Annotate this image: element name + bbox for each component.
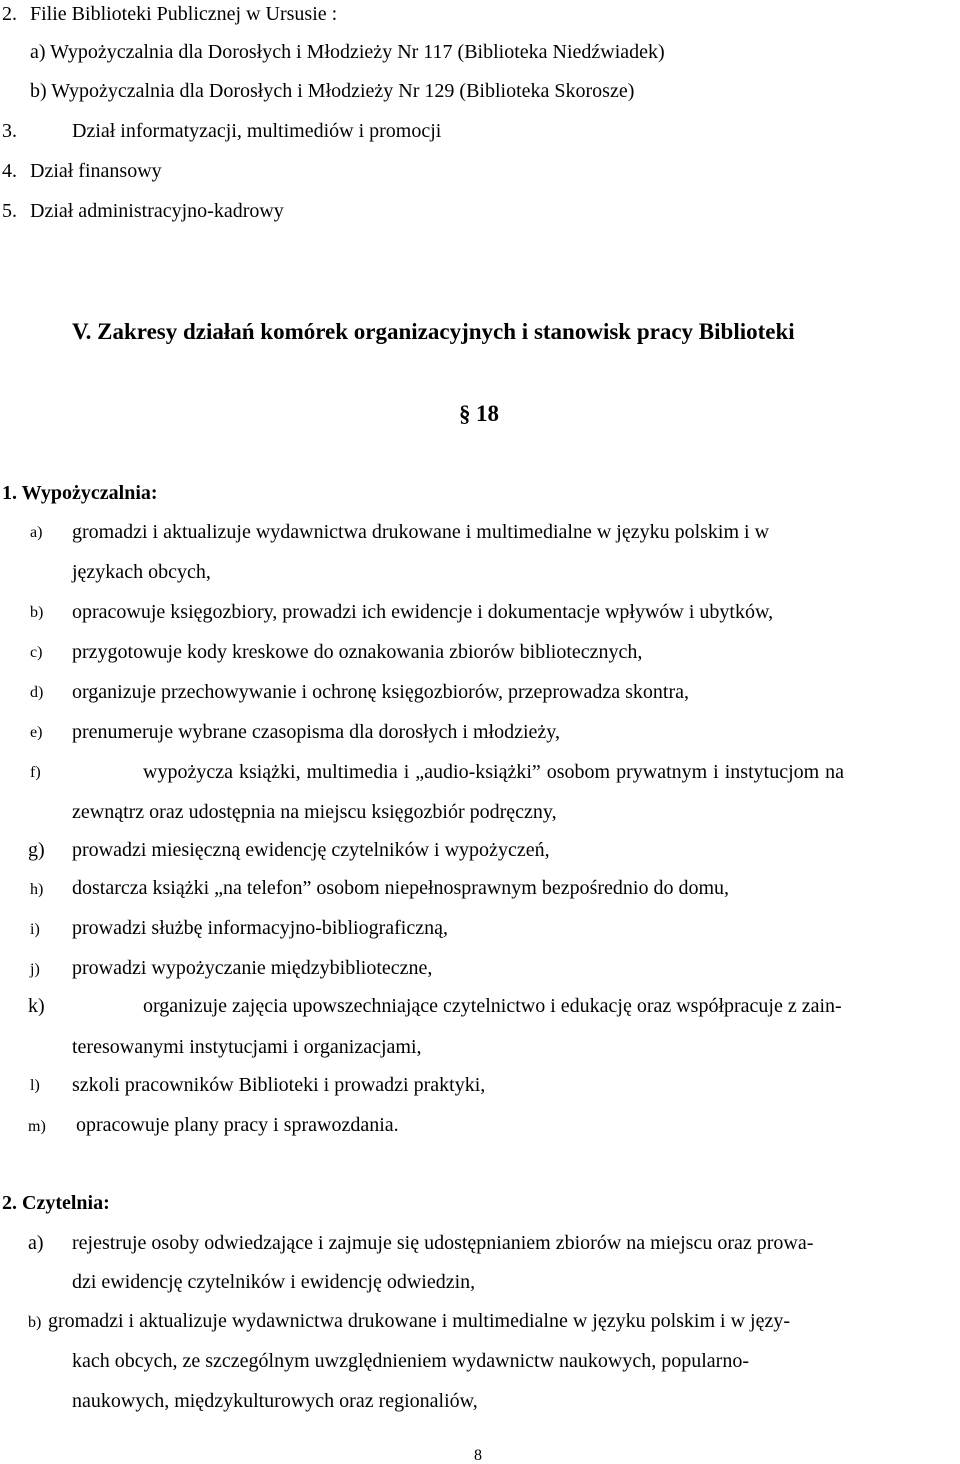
wyp-item-e-letter: e) — [30, 724, 43, 741]
wyp-item-h-letter: h) — [30, 881, 44, 898]
wyp-item-d: organizuje przechowywanie i ochronę księgozbiorów, przeprowadza skontra, — [72, 681, 689, 703]
wyp-item-c-letter: c) — [30, 644, 43, 661]
list-item-4-text: Dział finansowy — [30, 160, 162, 182]
czyt-item-b-line2: kach obcych, ze szczególnym uwzględnieniem wydawnictw naukowych, popularno- — [72, 1350, 749, 1372]
paragraph-number: 18 — [476, 401, 499, 426]
list-item-4-number: 4. — [2, 160, 17, 182]
czyt-item-b-line3: naukowych, międzykulturowych oraz regionaliów, — [72, 1390, 478, 1412]
wyp-item-b-letter: b) — [30, 604, 44, 621]
czyt-item-b-letter: b) — [28, 1314, 42, 1331]
wyp-item-j-letter: j) — [30, 961, 40, 978]
paragraph-sign: § — [459, 401, 471, 426]
wyp-item-a-letter: a) — [30, 524, 43, 541]
wypozyczalnia-title: 1. Wypożyczalnia: — [2, 482, 158, 504]
wyp-item-f-line2: zewnątrz oraz udostępnia na miejscu księgozbiór podręczny, — [72, 801, 557, 823]
wyp-item-f-letter: f) — [30, 764, 41, 781]
wyp-item-k-line2: teresowanymi instytucjami i organizacjami, — [72, 1036, 422, 1058]
wyp-item-i-letter: i) — [30, 921, 40, 938]
czyt-item-a-letter: a) — [28, 1232, 44, 1254]
wyp-item-a-line1: gromadzi i aktualizuje wydawnictwa drukowane i multimedialne w języku polskim i w — [72, 521, 770, 543]
wyp-item-d-letter: d) — [30, 684, 44, 701]
czytelnia-title: 2. Czytelnia: — [2, 1192, 110, 1214]
wyp-item-h: dostarcza książki „na telefon” osobom niepełnosprawnym bezpośrednio do domu, — [72, 877, 730, 899]
list-item-2b: b) Wypożyczalnia dla Dorosłych i Młodzieży Nr 129 (Biblioteka Skorosze) — [30, 80, 635, 102]
wyp-item-l: szkoli pracowników Biblioteki i prowadzi praktyki, — [72, 1074, 486, 1096]
list-item-5-number: 5. — [2, 200, 17, 222]
list-item-3-text: Dział informatyzacji, multimediów i promocji — [72, 120, 442, 142]
wyp-item-g: prowadzi miesięczną ewidencję czytelników i wypożyczeń, — [72, 839, 550, 861]
wyp-item-f-line1: wypożycza książki, multimedia i „audio-książki” osobom prywatnym i instytucjom na — [143, 761, 845, 783]
wyp-item-j: prowadzi wypożyczanie międzybiblioteczne, — [72, 957, 433, 979]
page-number: 8 — [474, 1447, 482, 1464]
wyp-item-c: przygotowuje kody kreskowe do oznakowania zbiorów bibliotecznych, — [72, 641, 643, 663]
wyp-item-g-letter: g) — [28, 839, 45, 861]
list-item-2-text: Filie Biblioteki Publicznej w Ursusie : — [30, 3, 338, 25]
wyp-item-k-line1: organizuje zajęcia upowszechniające czytelnictwo i edukację oraz współpracuje z zain- — [143, 995, 842, 1017]
wyp-item-l-letter: l) — [30, 1077, 40, 1094]
wyp-item-a-line2: językach obcych, — [72, 561, 211, 583]
list-item-5-text: Dział administracyjno-kadrowy — [30, 200, 284, 222]
list-item-2a: a) Wypożyczalnia dla Dorosłych i Młodzieży Nr 117 (Biblioteka Niedźwiadek) — [30, 41, 665, 63]
wyp-item-k-letter: k) — [28, 995, 45, 1017]
list-item-3-number: 3. — [2, 120, 17, 142]
wyp-item-m: opracowuje plany pracy i sprawozdania. — [76, 1114, 399, 1136]
czyt-item-a-line2: dzi ewidencję czytelników i ewidencję odwiedzin, — [72, 1271, 476, 1293]
section-heading: V. Zakresy działań komórek organizacyjnych i stanowisk pracy Biblioteki — [72, 319, 795, 344]
wyp-item-i: prowadzi służbę informacyjno-bibliograficzną, — [72, 917, 448, 939]
wyp-item-m-letter: m) — [28, 1118, 46, 1135]
czyt-item-b-line1: gromadzi i aktualizuje wydawnictwa drukowane i multimedialne w języku polskim i w języ- — [48, 1310, 791, 1332]
wyp-item-b: opracowuje księgozbiory, prowadzi ich ewidencje i dokumentacje wpływów i ubytków, — [72, 601, 774, 623]
czyt-item-a-line1: rejestruje osoby odwiedzające i zajmuje się udostępnianiem zbiorów na miejscu oraz prowa- — [72, 1232, 814, 1254]
wyp-item-e: prenumeruje wybrane czasopisma dla dorosłych i młodzieży, — [72, 721, 560, 743]
list-item-2-number: 2. — [2, 3, 17, 25]
